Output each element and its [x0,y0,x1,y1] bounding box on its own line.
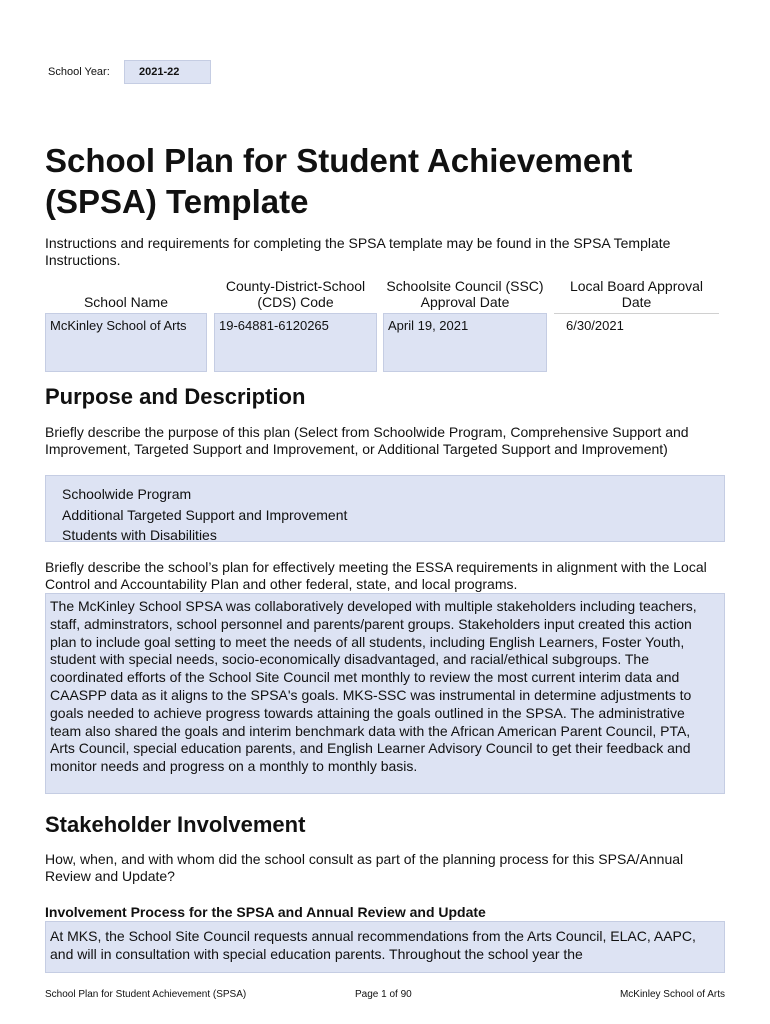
purpose-item: Additional Targeted Support and Improvement [62,506,348,523]
stakeholder-question: How, when, and with whom did the school consult as part of the planning process for this SPSA/Annual Review and Update? [45,851,684,884]
school-info-headers [45,276,725,310]
purpose-question: Briefly describe the purpose of this plan (Select from Schoolwide Program, Comprehensive Support and Improvement, Targeted Support and Improvement, or Additional Targeted Support and Improvement) [45,424,689,457]
header-cds-code: County-District-School (CDS) Code [225,278,366,310]
school-year-field [48,60,211,84]
header-school-name: School Name [83,294,169,310]
purpose-item: Students with Disabilities [62,527,217,543]
involvement-answer-field[interactable]: At MKS, the School Site Council requests annual recommendations from the Arts Council, ELAC, AAPC, and will in consultation with special education parents. Throughout the school year the [45,921,725,973]
ssc-approval-date-field[interactable]: April 19, 2021 [383,313,547,372]
involvement-subheading: Involvement Process for the SPSA and Annual Review and Update [45,904,486,920]
header-ssc-approval-date: Schoolsite Council (SSC) Approval Date [386,278,544,310]
school-info-table [45,276,725,372]
footer-school-name: McKinley School of Arts [619,989,725,1000]
intro-text: Instructions and requirements for completing the SPSA template may be found in the SPSA Template Instructions. [45,235,671,268]
school-year-label: School Year: [48,66,110,78]
board-approval-date-field[interactable]: 6/30/2021 [554,313,719,372]
school-info-values [45,313,725,372]
footer-document-title: School Plan for Student Achievement (SPSA) [45,989,247,1000]
essa-question: Briefly describe the school’s plan for effectively meeting the ESSA requirements in alignment with the Local Control and Accountability Plan and other federal, state, and local programs. [45,559,707,592]
school-year-value[interactable]: 2021-22 [124,60,211,84]
purpose-selection-box[interactable] [45,475,725,542]
purpose-heading: Purpose and Description [45,384,306,409]
cds-code-field[interactable]: 19-64881-6120265 [214,313,377,372]
school-name-field[interactable]: McKinley School of Arts [45,313,207,372]
header-board-approval-date: Local Board Approval Date [569,278,704,310]
essa-answer-field[interactable]: The McKinley School SPSA was collaboratively developed with multiple stakeholders including teachers, staff, adminstrators, school personnel and parents/parent groups. Stakeholders input created this action plan to include goal setting to meet the needs of all students, including English Learners, Foster Youth, student with special needs, socio-economically disadvantaged, and racial/ethical subgroups. The coordinated efforts of the School Site Council met monthly to review the most current interim data and CAASPP data as it aligns to the SPSA's goals. MKS-SSC was instrumental in determine adjustments to goals needed to achieve progress towards attaining the goals outlined in the SPSA. The administrative team also shared the goals and interim benchmark data with the African American Parent Council, PTA, Arts Council, special education parents, and English Learner Advisory Council to get their feedback and monitor needs and progress on a monthly to monthly basis. [45,593,725,794]
page-title: School Plan for Student Achievement (SPSA) Template [45,142,633,220]
footer-page-number: Page 1 of 90 [355,989,412,1000]
stakeholder-heading: Stakeholder Involvement [45,812,306,837]
purpose-item: Schoolwide Program [62,486,192,502]
